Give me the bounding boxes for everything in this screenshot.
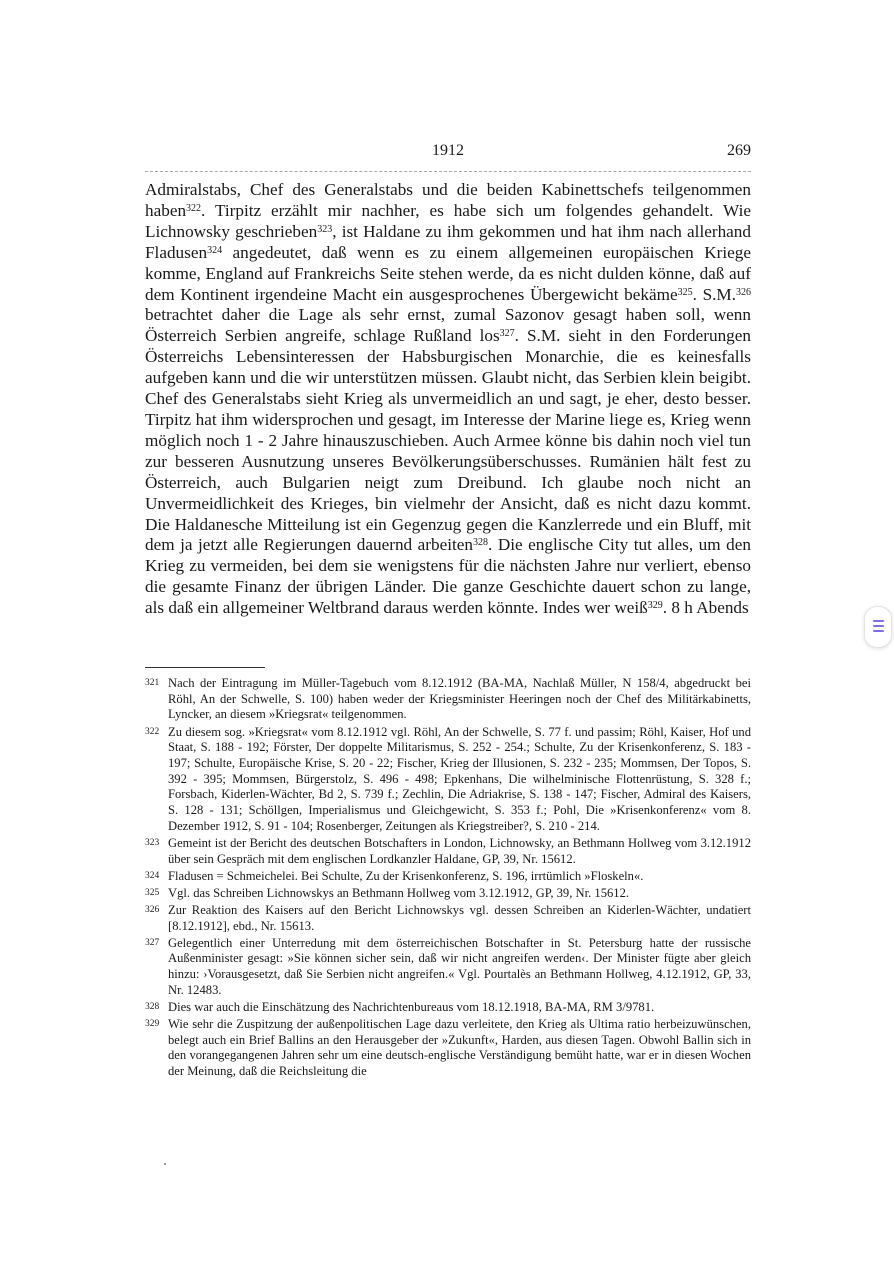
footnote xyxy=(145,886,751,902)
running-head-title: 1912 xyxy=(432,142,464,159)
running-head xyxy=(145,140,751,164)
footnote xyxy=(145,903,751,934)
footnote-ref[interactable]: 329 xyxy=(647,600,663,612)
footnote-text: Fladusen = Schmeichelei. Bei Schulte, Zu der Krisenkonferenz, S. 196, irrtümlich »Floskeln«. xyxy=(168,868,644,883)
text-run: . Die englische City tut alles, um den Krieg zu vermeiden, bei dem sie wenigstens für die nächsten Jahre nur verliert, ebenso die gesamte Finanz der übrigen Länder. Die ganze Geschichte dauert schon zu lange, als daß ein allgemeiner Weltbrand daraus werden könnte. Indes wer weiß xyxy=(145,535,751,618)
footnote-number: 321 xyxy=(145,678,160,688)
footnote xyxy=(145,676,751,723)
footnote-text: Dies war auch die Einschätzung des Nachrichtenbureaus vom 18.12.1918, BA-MA, RM 3/9781. xyxy=(168,999,655,1014)
footnote xyxy=(145,936,751,999)
footnote-ref[interactable]: 326 xyxy=(736,286,752,298)
footnote-ref[interactable]: 323 xyxy=(317,223,333,235)
footnote-ref[interactable]: 324 xyxy=(207,244,223,256)
footnote-number: 327 xyxy=(145,937,160,948)
footnote-ref[interactable]: 322 xyxy=(186,202,202,214)
footnote-text: Vgl. das Schreiben Lichnowskys an Bethmann Hollweg vom 3.12.1912, GP, 39, Nr. 15612. xyxy=(168,885,630,900)
footnote-ref[interactable]: 327 xyxy=(499,328,515,340)
footnote-number: 325 xyxy=(145,887,160,898)
footnote-text: Nach der Eintragung im Müller-Tagebuch vom 8.12.1912 (BA-MA, Nachlaß Müller, N 158/4, abgedruckt bei Röhl, An der Schwelle, S. 100) haben weder der Kriegsminister Heeringen noch der Chef des Militärkabinetts, Lyncker, an diesem »Kriegsrat« teilgenommen. xyxy=(168,676,751,722)
scan-speck xyxy=(164,1163,166,1165)
text-run: angedeutet, daß wenn es zu einem allgemeinen europäischen Kriege komme, England auf Frankreichs Seite stehen werde, da es nicht dulden könne, daß auf dem Kontinent irgendeine Macht ein ausgesprochenes Übergewicht bekäme xyxy=(145,242,751,304)
footnote xyxy=(145,725,751,835)
body-paragraph xyxy=(145,180,751,619)
footnote-text: Wie sehr die Zuspitzung der außenpolitischen Lage dazu verleitete, den Krieg als Ultima ratio herbeizuwünschen, belegt auch ein Brief Ballins an den Herausgeber der »Zukunft«, Harden, aus diesen Tagen. Obwohl Ballin sich in den vorangegangenen Jahren sehr um eine deutsch-englische Verständigung bemüht hatte, war er in diesen Wochen der Meinung, daß die Reichsleitung die xyxy=(168,1016,751,1078)
text-run: . 8 h Abends xyxy=(662,598,749,618)
footnote-number: 323 xyxy=(145,837,160,848)
footnote-number: 324 xyxy=(145,870,160,881)
main-text xyxy=(145,180,751,619)
side-menu-button[interactable] xyxy=(864,606,892,648)
footnote-number: 322 xyxy=(145,726,160,737)
footnote-number: 328 xyxy=(145,1001,160,1012)
footnote-number: 326 xyxy=(145,904,160,915)
footnote-text: Zur Reaktion des Kaisers auf den Bericht Lichnowskys vgl. dessen Schreiben an Kiderlen-Wächter, undatiert [8.12.1912], ebd., Nr. 15613. xyxy=(168,902,751,933)
footnotes xyxy=(145,676,751,1081)
footnote-text: Gemeint ist der Bericht des deutschen Botschafters in London, Lichnowsky, an Bethmann Hollweg vom 3.12.1912 über sein Gespräch mit dem englischen Lordkanzler Haldane, GP, 39, Nr. 15612. xyxy=(168,835,751,866)
text-run: . S.M. xyxy=(692,284,737,304)
footnote-ref[interactable]: 325 xyxy=(677,286,693,298)
text-run: betrachtet daher die Lage als sehr ernst, zumal Sazonov gesagt haben soll, wenn Österreich Serbien angreife, schlage Rußland los xyxy=(145,305,751,346)
footnote xyxy=(145,836,751,867)
footnote xyxy=(145,1017,751,1080)
page-number: 269 xyxy=(727,142,751,159)
footnote-text: Gelegentlich einer Unterredung mit dem österreichischen Botschafter in St. Petersburg hatte der russische Außenminister gesagt: »Sie können sicher sein, daß wir nicht angreifen werden‹. Der Minister fügte aber gleich hinzu: ›Vorausgesetzt, daß Sie Serbien nicht angreifen.« Vgl. Pourtalès an Bethmann Hollweg, 4.12.1912, GP, 33, Nr. 12483. xyxy=(168,935,751,997)
footnote-number: 329 xyxy=(145,1018,160,1029)
footnote-ref[interactable]: 328 xyxy=(473,537,489,549)
footnote-text: Zu diesem sog. »Kriegsrat« vom 8.12.1912 vgl. Röhl, An der Schwelle, S. 77 f. und passim; Röhl, Kaiser, Hof und Staat, S. 188 - 192; Förster, Der doppelte Militarismus, S. 252 - 254.; Schulte, Zu der Krisenkonferenz, S. 183 - 197; Schulte, Europäische Krise, S. 20 - 22; Fischer, Krieg der Illusionen, S. 232 - 235; Mommsen, Der Topos, S. 392 - 395; Mommsen, Bürgerstolz, S. 496 - 498; Epkenhans, Die wilhelminische Flottenrüstung, S. 328 f.; Forsbach, Kiderlen-Wächter, Bd 2, S. 739 f.; Zechlin, Die Adriakrise, S. 138 - 147; Fischer, Admiral des Kaisers, S. 128 - 131; Schöllgen, Imperialismus und Gleichgewicht, S. 353 f.; Pohl, Die »Krisenkonferenz« vom 8. Dezember 1912, S. 91 - 104; Rosenberger, Zeitungen als Kriegstreiber?, S. 210 - 214. xyxy=(168,724,751,833)
footnote xyxy=(145,869,751,885)
text-run: . S.M. sieht in den Forderungen Österreichs Lebensinteressen der Habsburgischen Monarchie, die es keinesfalls aufgeben kann und die wir unterstützen müssen. Glaubt nicht, das Serbien klein beigibt. Chef des Generalstabs sieht Krieg als unvermeidlich an und sagt, je eher, desto besser. Tirpitz hat ihm widersprochen und gesagt, im Interesse der Marine liege es, Krieg wenn möglich noch 1 - 2 Jahre hinauszuschieben. Auch Armee könne bis dahin noch viel tun zur besseren Ausnutzung unseres Bevölkerungsüberschusses. Rumänien hält fest zu Österreich, auch Bulgarien neigt zum Dreibund. Ich glaube noch nicht an Unvermeidlichkeit des Krieges, bin vielmehr der Ansicht, daß es nicht dazu kommt. Die Haldanesche Mitteilung ist ein Gegenzug gegen die Kanzlerrede und ein Bluff, mit dem ja jetzt alle Regierungen dauernd arbeiten xyxy=(145,326,751,555)
footnote-separator xyxy=(145,667,265,668)
header-rule xyxy=(145,171,751,172)
text-run: . Tirpitz erzählt mir nachher, es habe sich um folgendes gehandelt. Wie Lichnowsky geschrieben xyxy=(145,200,751,241)
text-run: , ist Haldane zu ihm gekommen und hat ihm nach allerhand Fladusen xyxy=(145,221,751,262)
text-run: Admiralstabs, Chef des Generalstabs und die beiden Kabinettschefs teilgenommen haben xyxy=(145,180,751,220)
footnote xyxy=(145,1000,751,1016)
